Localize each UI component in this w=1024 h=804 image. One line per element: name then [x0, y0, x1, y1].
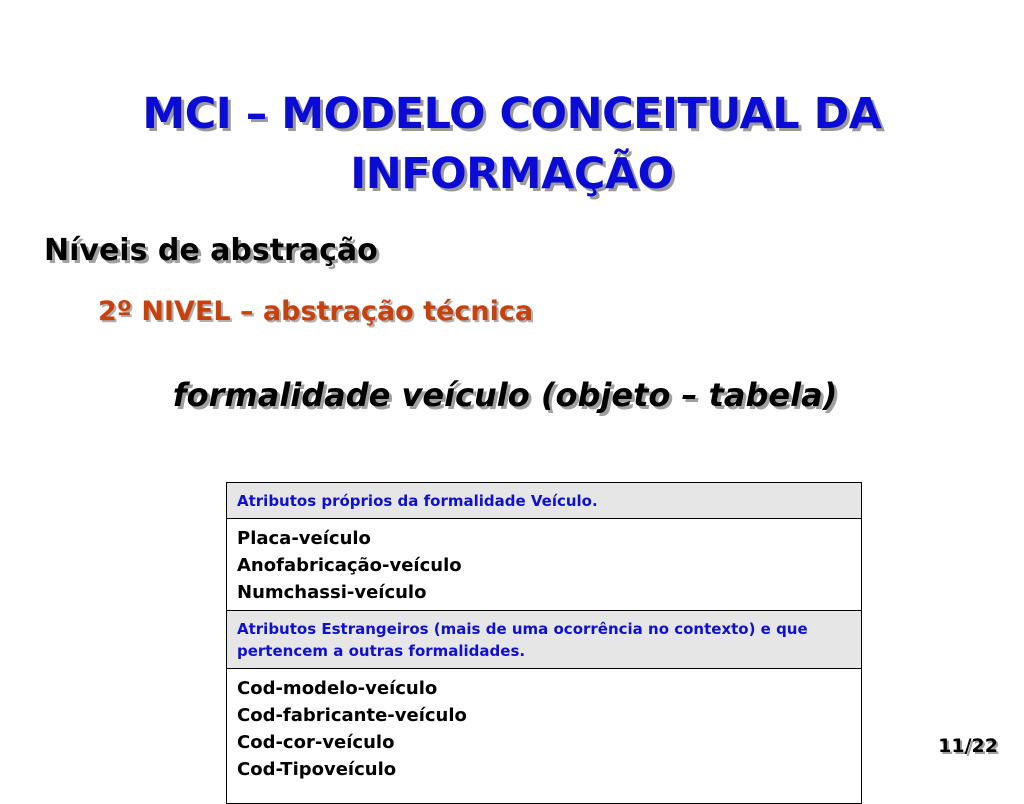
foreign-attributes-header: Atributos Estrangeiros (mais de uma ocorrência no contexto) e que pertencem a outras formalidades.: [227, 611, 861, 669]
own-attributes-list: [227, 519, 861, 611]
foreign-attributes-list: [227, 669, 861, 803]
own-attributes-header: Atributos próprios da formalidade Veículo.: [227, 483, 861, 519]
level-heading: 2º NIVEL – abstração técnica: [98, 296, 534, 327]
attribute-item: Cod-cor-veículo: [237, 732, 395, 753]
attribute-item: Anofabricação-veículo: [237, 555, 462, 576]
attribute-item: Cod-Tipoveículo: [237, 759, 397, 780]
subject-heading: formalidade veículo (objeto – tabela): [172, 376, 838, 414]
section-subtitle: Níveis de abstração: [44, 233, 378, 268]
attributes-table: [226, 482, 862, 804]
page-number: 11/22: [938, 735, 998, 757]
attribute-item: Placa-veículo: [237, 528, 371, 549]
attribute-item: Cod-modelo-veículo: [237, 678, 438, 699]
slide-title-line-2: INFORMAÇÃO: [350, 149, 674, 199]
slide-title: [40, 84, 984, 204]
attribute-item: Cod-fabricante-veículo: [237, 705, 467, 726]
attribute-item: Numchassi-veículo: [237, 582, 427, 603]
slide-title-line-1: MCI – MODELO CONCEITUAL DA: [142, 89, 882, 139]
